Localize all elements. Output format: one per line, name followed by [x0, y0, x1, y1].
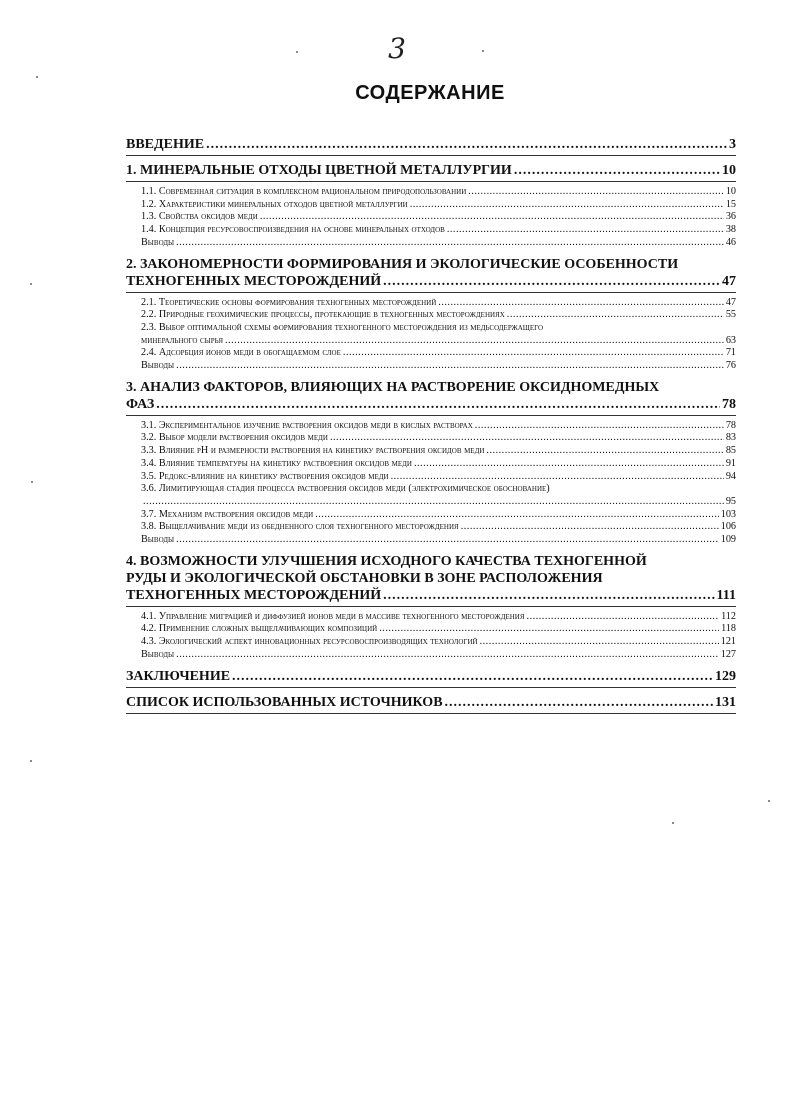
entry-title-continued: ТЕХНОГЕННЫХ МЕСТОРОЖДЕНИЙ — [126, 273, 382, 289]
scan-speck — [768, 800, 770, 802]
scan-speck — [30, 760, 32, 762]
subentry-page: 106 — [720, 521, 736, 533]
toc-subentry[interactable] — [141, 237, 736, 250]
chapter-2-subsections — [126, 297, 736, 373]
subentry-page: 112 — [721, 610, 736, 622]
subentry-title: 1.4. Концепция ресурсовоспроизведения на основе минеральных отходов — [141, 224, 445, 236]
toc-subentry[interactable] — [141, 445, 736, 458]
toc-subentry[interactable] — [141, 186, 736, 199]
toc-subentry[interactable] — [141, 420, 736, 433]
subentry-page: 118 — [721, 623, 736, 635]
subentry-title: 2.4. Адсорбция ионов меди в обогащаемом слое — [141, 347, 341, 359]
toc-subentry[interactable] — [141, 432, 736, 445]
toc-subentry[interactable] — [141, 322, 736, 347]
subentry-title: Выводы — [141, 534, 175, 546]
entry-title-continued: ФАЗ — [126, 396, 155, 412]
subentry-page: 94 — [725, 470, 736, 482]
toc-entry-chapter-1[interactable] — [126, 162, 736, 182]
entry-title-continued: РУДЫ И ЭКОЛОГИЧЕСКОЙ ОБСТАНОВКИ В ЗОНЕ РАСПОЛОЖЕНИЯ — [126, 570, 603, 586]
subentry-title: 2.3. Выбор оптимальной схемы формирования техногенного месторождения из медьсодержащего — [141, 321, 544, 333]
toc-subentry[interactable] — [141, 199, 736, 212]
subentry-title: 4.1. Управление миграцией и диффузией ионов меди в массиве техногенного месторождения — [141, 610, 525, 622]
toc-entry-conclusion[interactable] — [126, 668, 736, 688]
page-number: 3 — [388, 32, 406, 65]
subentry-page: 78 — [725, 419, 736, 431]
toc-subentry[interactable] — [141, 458, 736, 471]
subentry-page: 36 — [725, 211, 736, 223]
entry-page: 78 — [722, 396, 736, 412]
scan-speck — [482, 50, 484, 52]
entry-page: 111 — [716, 587, 736, 603]
subentry-title: 1.1. Современная ситуация в комплексном рациональном природопользовании — [141, 186, 467, 197]
subentry-title: 1.2. Характеристики минеральных отходов цветной металлургии — [141, 198, 408, 210]
toc-subentry[interactable] — [141, 360, 736, 373]
entry-page: 129 — [715, 668, 736, 684]
subentry-page: 38 — [725, 224, 736, 236]
chapter-1-subsections — [126, 186, 736, 250]
entry-title: СПИСОК ИСПОЛЬЗОВАННЫХ ИСТОЧНИКОВ — [126, 694, 443, 710]
toc-subentry[interactable] — [141, 649, 736, 662]
subentry-page: 55 — [725, 309, 736, 321]
subentry-title: 4.2. Применение сложных выщелачивающих композиций — [141, 623, 378, 635]
toc-subentry[interactable] — [141, 623, 736, 636]
scan-speck — [296, 51, 298, 53]
scan-speck — [672, 822, 674, 824]
entry-title: ВВЕДЕНИЕ — [126, 137, 205, 152]
entry-title-continued-2: ТЕХНОГЕННЫХ МЕСТОРОЖДЕНИЙ — [126, 587, 382, 603]
toc-subentry[interactable] — [141, 509, 736, 522]
toc-subentry[interactable] — [141, 309, 736, 322]
entry-page: 131 — [715, 694, 736, 710]
subentry-title: 3.7. Механизм растворения оксидов меди — [141, 508, 314, 520]
toc-entry-references[interactable] — [126, 694, 736, 714]
subentry-title: 3.2. Выбор модели растворения оксидов меди — [141, 432, 328, 444]
page-title: СОДЕРЖАНИЕ — [355, 82, 505, 104]
subentry-page: 47 — [725, 296, 736, 308]
subentry-title: 2.1. Теоретические основы формирования техногенных месторождений — [141, 296, 437, 308]
entry-title: 1. МИНЕРАЛЬНЫЕ ОТХОДЫ ЦВЕТНОЙ МЕТАЛЛУРГИИ — [126, 163, 512, 178]
subentry-title: 3.3. Влияние pH и размерности растворения на кинетику растворения оксидов меди — [141, 445, 485, 457]
subentry-page: 83 — [725, 432, 736, 444]
entry-page: 47 — [722, 273, 736, 289]
subentry-page: 76 — [725, 360, 736, 372]
subentry-page: 91 — [725, 457, 736, 469]
subentry-title: 3.1. Экспериментальное изучение растворения оксидов меди в кислых растворах — [141, 419, 473, 431]
entry-title: ЗАКЛЮЧЕНИЕ — [126, 668, 231, 684]
toc-subentry[interactable] — [141, 483, 736, 508]
subentry-title: Выводы — [141, 648, 175, 660]
subentry-page: 63 — [725, 334, 736, 346]
subentry-title: 4.3. Экологический аспект инновационных ресурсовоспроизводящих технологий — [141, 636, 478, 648]
subentry-page: 46 — [725, 236, 736, 248]
toc-subentry[interactable] — [141, 521, 736, 534]
subentry-page: 71 — [725, 347, 736, 359]
subentry-title: Выводы — [141, 236, 175, 248]
entry-page: 3 — [729, 137, 736, 152]
subentry-title: 3.5. Редокс-влияние на кинетику растворения оксидов меди — [141, 470, 389, 482]
scan-speck — [30, 283, 32, 285]
entry-title: 4. ВОЗМОЖНОСТИ УЛУЧШЕНИЯ ИСХОДНОГО КАЧЕСТВА ТЕХНОГЕННОЙ — [126, 553, 647, 569]
subentry-page: 85 — [725, 445, 736, 457]
subentry-page: 109 — [720, 534, 736, 546]
toc-entry-introduction[interactable] — [126, 136, 736, 156]
subentry-page: 95 — [725, 495, 736, 507]
subentry-title-continued: минерального сырья — [141, 334, 223, 346]
entry-title: 3. АНАЛИЗ ФАКТОРОВ, ВЛИЯЮЩИХ НА РАСТВОРЕНИЕ ОКСИДНОМЕДНЫХ — [126, 379, 660, 395]
toc-subentry[interactable] — [141, 224, 736, 237]
entry-title: 2. ЗАКОНОМЕРНОСТИ ФОРМИРОВАНИЯ И ЭКОЛОГИЧЕСКИЕ ОСОБЕННОСТИ — [126, 256, 679, 272]
subentry-title: 3.8. Выщелачивание меди из обедненного слоя техногенного месторождения — [141, 521, 459, 533]
subentry-page: 10 — [725, 186, 736, 197]
toc-subentry[interactable] — [141, 534, 736, 547]
toc-entry-chapter-4[interactable] — [126, 553, 736, 607]
chapter-3-subsections — [126, 420, 736, 547]
toc-subentry[interactable] — [141, 611, 736, 624]
table-of-contents — [126, 130, 736, 714]
scan-speck — [36, 76, 38, 78]
subentry-title: 3.4. Влияние температуры на кинетику растворения оксидов меди — [141, 457, 412, 469]
toc-entry-chapter-3[interactable] — [126, 379, 736, 416]
subentry-title: 3.6. Лимитирующая стадия процесса растворения оксидов меди (электрохимическое обоснование) — [141, 483, 550, 495]
toc-subentry[interactable] — [141, 636, 736, 649]
toc-subentry[interactable] — [141, 297, 736, 310]
subentry-page: 121 — [720, 636, 736, 648]
subentry-title: 2.2. Природные геохимические процессы, протекающие в техногенных месторождениях — [141, 309, 505, 321]
subentry-page: 15 — [725, 198, 736, 210]
toc-entry-chapter-2[interactable] — [126, 256, 736, 293]
entry-page: 10 — [722, 163, 736, 178]
chapter-4-subsections — [126, 611, 736, 662]
subentry-title: 1.3. Свойства оксидов меди — [141, 211, 258, 223]
toc-subentry[interactable] — [141, 211, 736, 224]
subentry-page: 127 — [720, 648, 736, 660]
subentry-page: 103 — [720, 508, 736, 520]
toc-subentry[interactable] — [141, 471, 736, 484]
toc-subentry[interactable] — [141, 347, 736, 360]
scan-speck — [31, 481, 33, 483]
subentry-title: Выводы — [141, 360, 175, 372]
